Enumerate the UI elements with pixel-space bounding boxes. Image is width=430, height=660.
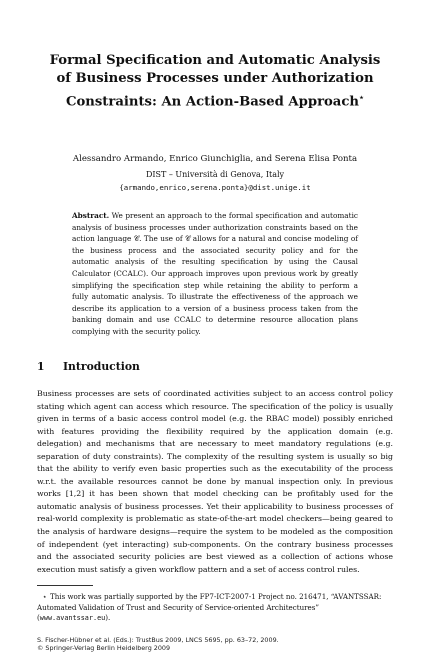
footnote-end: ). [105, 613, 111, 622]
title-line: Formal Specification and Automatic Analysis [49, 53, 381, 68]
affiliation: DIST – Università di Genova, Italy [145, 170, 285, 179]
publication-info [37, 636, 393, 653]
title-line-text: Constraints: An Action-Based Approach [65, 94, 359, 110]
section-title: Introduction [63, 360, 140, 373]
author-list: Alessandro Armando, Enrico Giunchiglia, and Serena Elisa Ponta [72, 154, 358, 164]
footnote-mark: ⋆ [42, 592, 47, 601]
abstract-text: We present an approach to the formal specification and automatic analysis of business processes under authorization constraints based on the action language 𝒞. The use of 𝒞 allows for a natural and concise modeling of the business process and the associated security policy and for the automatic analysis of the resulting specification by using the Causal Calculator (CCALC). Our approach improves upon previous work by greatly simplifying the specification step while retaining the ability to perform a fully automatic analysis. To illustrate the effectiveness of the approach we describe its application to a version of a business process taken from the banking domain and use CCALC to determine resource allocation plans complying with the security policy. [72, 211, 358, 336]
title-line [48, 88, 382, 111]
introduction-paragraph: Business processes are sets of coordinated activities subject to an access control policy stating which agent can access which resource. The specification of the policy is usually given in terms of a basic access control model (e.g. the RBAC model) possibly enriched with features providing the flexibility required by the application domain (e.g. delegation) and mechanisms that are necessary to meet mandatory regulations (e.g. separation of duty constraints). The complexity of the resulting system is usually so big that the ability to verify even basic properties such as the executability of the process w.r.t. the available resources cannot be done by manual inspection only. In previous works [1,2] it has been shown that model checking can be profitably used for the automatic analysis of business processes. Yet their applicability to business processes of real-world complexity is problematic as state-of-the-art model checkers—being geared to the analysis of hardware designs—require the system to be modeled as the composition of independent (yet interacting) sub-components. On the contrary business processes and the associated security policies are best viewed as a collection of actions whose execution must satisfy a given workflow pattern and a set of access control rules. [37, 389, 393, 574]
section-heading [37, 360, 140, 373]
footnote-rule [37, 585, 93, 586]
title-line: of Business Processes under Authorization [56, 71, 374, 86]
paper-title [48, 52, 382, 111]
section-number: 1 [37, 360, 45, 373]
footnote-text: This work was partially supported by the FP7-ICT-2007-1 Project no. 216471, “AVANTSSAR: Automated Validation of Trust and Security of Service-oriented Architectures” ( [37, 592, 382, 622]
footnote [37, 592, 393, 624]
abstract [72, 210, 358, 338]
email-addresses: {armando,enrico,serena.ponta}@dist.unige.it [119, 183, 311, 192]
publication-line: S. Fischer-Hübner et al. (Eds.): TrustBus 2009, LNCS 5695, pp. 63–72, 2009. [37, 636, 279, 644]
title-footnote-mark: ⋆ [358, 92, 364, 102]
abstract-label: Abstract. [72, 211, 110, 220]
footnote-url: www.avantssar.eu [39, 614, 106, 622]
copyright-line: © Springer-Verlag Berlin Heidelberg 2009 [37, 644, 171, 653]
